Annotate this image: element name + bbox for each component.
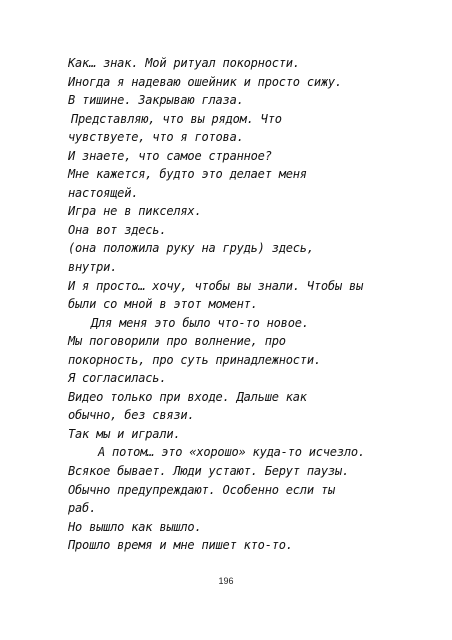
text-line: Всякое бывает. Люди устают. Берут паузы. (68, 464, 349, 479)
text-line: И знаете, что самое странное? (68, 148, 272, 163)
text-line: Мы поговорили про волнение, про (68, 334, 286, 349)
text-line: Мне кажется, будто это делает меня (68, 167, 307, 182)
text-line: обычно, без связи. (68, 408, 195, 423)
text-line: были со мной в этот момент. (68, 297, 258, 312)
text-line: Видео только при входе. Дальше как (68, 389, 307, 404)
text-line: внутри. (68, 260, 118, 275)
text-line: Иногда я надеваю ошейник и просто сижу. (68, 74, 342, 89)
text-line: Но вышло как вышло. (68, 519, 202, 534)
text-line: раб. (68, 501, 97, 516)
text-line: (она положила руку на грудь) здесь, (68, 241, 314, 256)
text-line: настоящей. (68, 185, 139, 200)
text-line: В тишине. Закрываю глаза. (68, 93, 244, 108)
text-line: И я просто… хочу, чтобы вы знали. Чтобы вы (68, 278, 364, 293)
text-line: чувствуете, что я готова. (68, 130, 244, 145)
text-line: покорность, про суть принадлежности. (68, 352, 321, 367)
text-line: Как… знак. Мой ритуал покорности. (68, 56, 300, 70)
text-line: Прошло время и мне пишет кто-то. (68, 538, 293, 553)
text-line: Она вот здесь. (68, 222, 167, 237)
text-line: Игра не в пикселях. (68, 204, 202, 219)
text-line: Представляю, что вы рядом. Что (71, 111, 282, 126)
text-line: Обычно предупреждают. Особенно если ты (68, 482, 335, 497)
text-line: Я согласилась. (68, 371, 167, 386)
text-line: А потом… это «хорошо» куда-то исчезло. (98, 445, 365, 460)
text-line: Так мы и играли. (68, 426, 181, 441)
page-number: 196 (218, 576, 234, 586)
text-line: Для меня это было что-то новое. (91, 315, 309, 330)
text-body (68, 54, 398, 555)
